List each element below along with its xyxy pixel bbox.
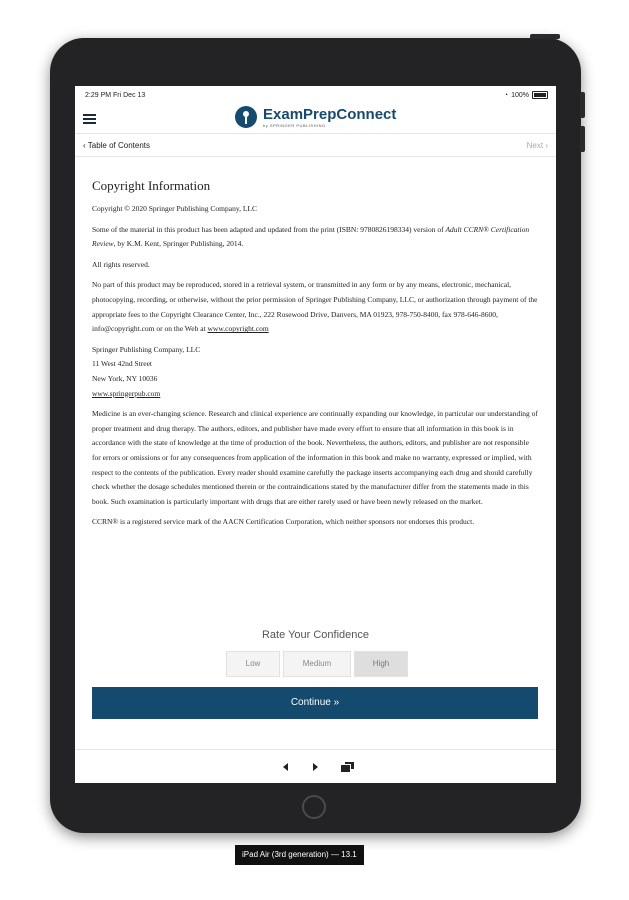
- device-label: iPad Air (3rd generation) — 13.1: [235, 845, 364, 865]
- confidence-medium-button[interactable]: Medium: [283, 651, 351, 677]
- copyright-line: Copyright © 2020 Springer Publishing Company, LLC: [92, 204, 258, 213]
- power-button: [530, 34, 560, 39]
- copyright-content: [92, 178, 538, 536]
- confidence-buttons: [226, 651, 408, 677]
- flashcards-icon[interactable]: [340, 761, 353, 772]
- trademark-paragraph: CCRN® is a registered service mark of the AACN Certification Corporation, which neither sponsors nor endorses this product.: [92, 517, 475, 527]
- logo-subtitle: by SPRINGER PUBLISHING: [263, 122, 326, 128]
- battery-icon: [532, 91, 548, 99]
- permission-paragraph: No part of this product may be reproduced, stored in a retrieval system, or transmitted in any form or by any means, electronic, mechanical, photocopying, recording, or otherwise, without the prior permission of Springer Publishing Company, LLC, or authorization through payment of the appropriate fees to the Copyright Clearance Center, Inc., 222 Rosewood Drive, Danvers, MA 01923, 978-750-8400, fax 978-646-8600, info@copyright.com or on the Web at www.copyright.com: [92, 280, 538, 334]
- table-of-contents-link[interactable]: ‹ Table of Contents: [83, 141, 151, 150]
- copyright-link[interactable]: www.copyright.com: [207, 324, 269, 334]
- next-link[interactable]: Next ›: [526, 141, 548, 150]
- page-title: Copyright Information: [92, 178, 211, 193]
- rights-reserved: All rights reserved.: [92, 259, 150, 269]
- status-right: [504, 91, 548, 99]
- home-button[interactable]: [302, 795, 326, 819]
- ipad-screen: [75, 86, 556, 783]
- logo-icon: [235, 106, 257, 128]
- menu-icon[interactable]: [83, 114, 96, 125]
- disclaimer-paragraph: Medicine is an ever-changing science. Research and clinical experience are continually expanding our knowledge, in particular our understanding of proper treatment and drug therapy. The authors, editors, and publisher have made every effort to ensure that all information in this book is in accordance with the state of knowledge at the time of production of the book. Nevertheless, the authors, editors, and publisher are not responsible for errors or omissions or for any consequences from application of the information in this book and make no warranty, expressed or implied, with respect to the contents of the publication. Every reader should examine carefully the package inserts accompanying each drug and should carefully check whether the dosage schedules mentioned therein or the contraindications stated by the manufacturer differ from the statements made in this book. Such examination is particularly important with drugs that are either rarely used or have been newly released on the market.: [92, 409, 538, 506]
- nav-row: [75, 133, 556, 157]
- app-logo: [235, 106, 396, 128]
- adapted-note: Some of the material in this product has been adapted and updated from the print (ISBN: 9780826198334) version of Adult CCRN® Certification Review, by K.M. Kent, Springer Publishing, 2014.: [92, 224, 530, 249]
- continue-button[interactable]: Continue »: [92, 687, 538, 719]
- publisher-address: Springer Publishing Company, LLC 11 West 42nd Street New York, NY 10036 www.springerpub.com: [92, 344, 201, 398]
- confidence-low-button[interactable]: Low: [226, 651, 280, 677]
- status-time: 2:29 PM Fri Dec 13: [85, 92, 146, 99]
- previous-arrow-icon[interactable]: [283, 763, 288, 771]
- rate-confidence-label: Rate Your Confidence: [261, 629, 370, 641]
- status-bar: [75, 86, 556, 104]
- bottom-toolbar: [75, 749, 556, 783]
- wifi-icon: ◔: [503, 91, 509, 99]
- publisher-link[interactable]: www.springerpub.com: [92, 388, 161, 398]
- logo-title: ExamPrepConnect: [263, 105, 397, 123]
- next-arrow-icon[interactable]: [313, 763, 318, 771]
- volume-down-button: [580, 126, 585, 152]
- volume-up-button: [580, 92, 585, 118]
- confidence-high-button[interactable]: High: [354, 651, 408, 677]
- battery-percent: 100%: [511, 91, 529, 99]
